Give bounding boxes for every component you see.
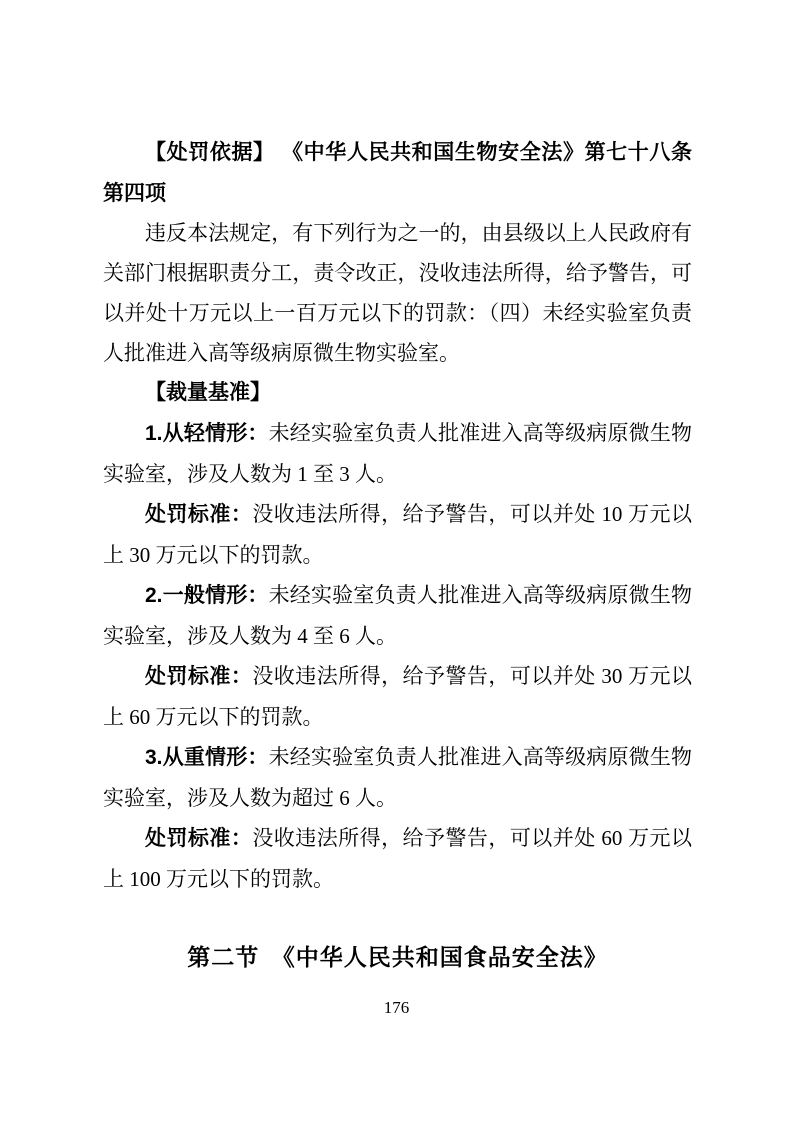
penalty-standard-general bbox=[103, 656, 692, 737]
penalty-standard-text: 没收违法所得，给予警告，可以并处 30 万元以上 60 万元以下的罚款。 bbox=[103, 664, 693, 729]
penalty-standard-severe bbox=[103, 818, 692, 899]
case-item-severe bbox=[103, 737, 692, 818]
penalty-standard-lenient bbox=[103, 494, 692, 575]
case-label: 3.从重情形： bbox=[145, 746, 269, 769]
page-number: 176 bbox=[383, 998, 410, 1017]
penalty-basis-heading bbox=[103, 132, 692, 213]
case-text: 未经实验室负责人批准进入高等级病原微生物实验室，涉及人数为 1 至 3 人。 bbox=[103, 421, 693, 486]
case-item-general bbox=[103, 575, 692, 656]
penalty-standard-text: 没收违法所得，给予警告，可以并处 60 万元以上 100 万元以下的罚款。 bbox=[103, 826, 693, 891]
discretion-criteria-heading: 【裁量基准】 bbox=[145, 381, 271, 404]
penalty-standard-text: 没收违法所得，给予警告，可以并处 10 万元以上 30 万元以下的罚款。 bbox=[103, 502, 693, 567]
law-excerpt-paragraph: 违反本法规定，有下列行为之一的，由县级以上人民政府有关部门根据职责分工，责令改正，没收违法所得，给予警告，可以并处十万元以上一百万元以下的罚款：（四）未经实验室负责人批准进入高等级病原微生物实验室。 bbox=[103, 221, 692, 365]
case-item-lenient bbox=[103, 413, 692, 494]
section-heading: 第二节 《中华人民共和国食品安全法》 bbox=[187, 944, 608, 970]
penalty-standard-label: 处罚标准： bbox=[145, 827, 253, 850]
penalty-standard-label: 处罚标准： bbox=[145, 665, 253, 688]
case-label: 1.从轻情形： bbox=[145, 422, 269, 445]
case-text: 未经实验室负责人批准进入高等级病原微生物实验室，涉及人数为超过 6 人。 bbox=[103, 745, 693, 810]
penalty-basis-text: 《中华人民共和国生物安全法》第七十八条第四项 bbox=[103, 140, 693, 205]
case-text: 未经实验室负责人批准进入高等级病原微生物实验室，涉及人数为 4 至 6 人。 bbox=[103, 583, 693, 648]
case-label: 2.一般情形： bbox=[145, 584, 269, 607]
penalty-standard-label: 处罚标准： bbox=[145, 503, 253, 526]
penalty-basis-label: 【处罚依据】 bbox=[145, 141, 275, 164]
